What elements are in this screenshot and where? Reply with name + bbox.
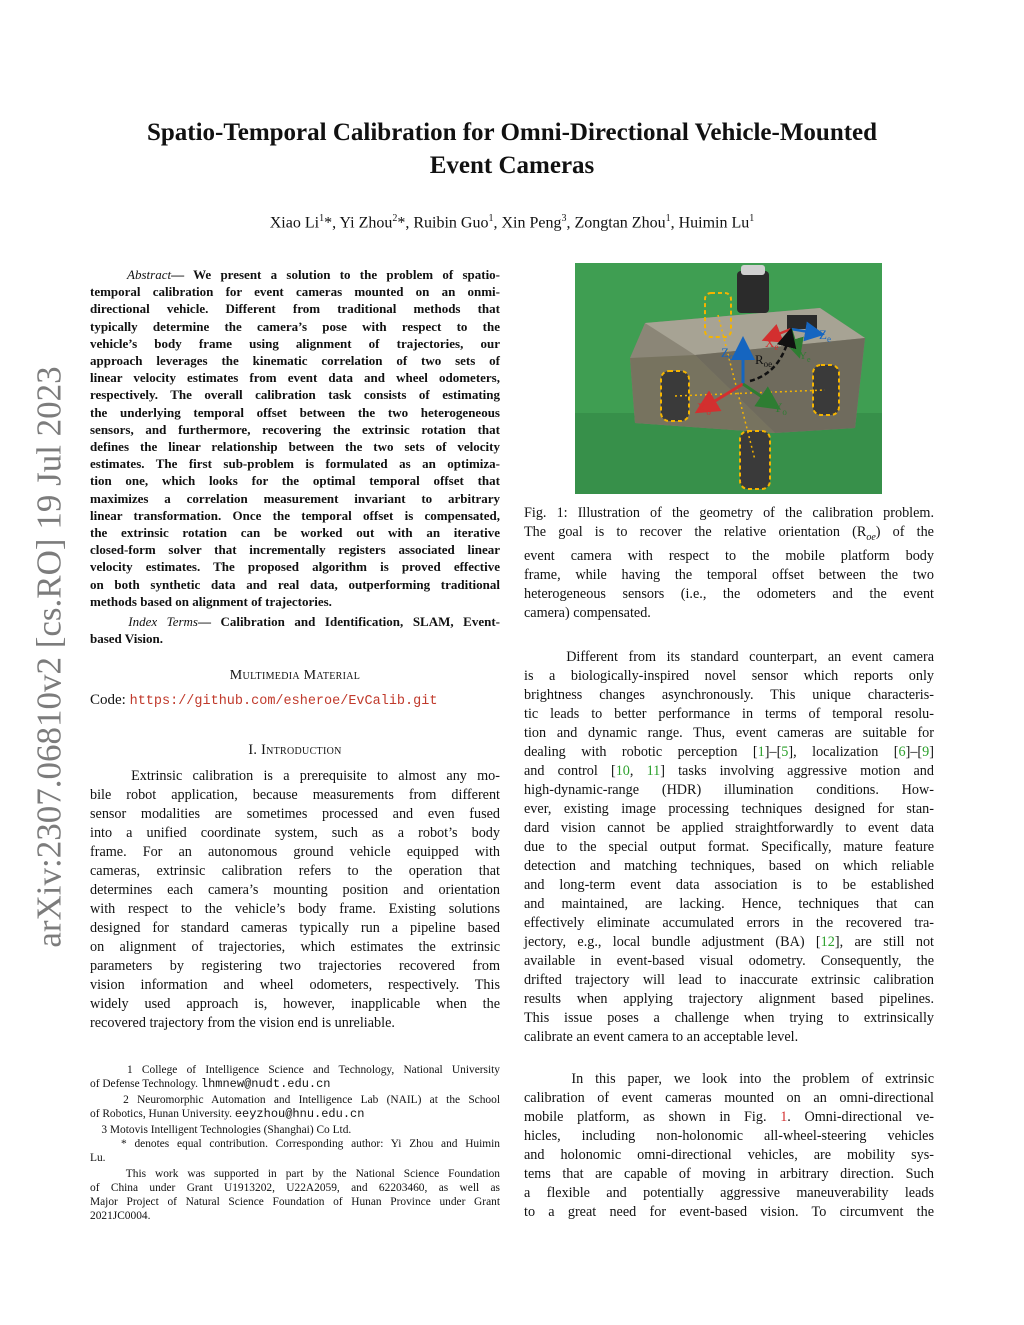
citation-link[interactable]: 9 xyxy=(922,744,930,760)
footnotes: 1 College of Intelligence Science and Technology, National University of Defense Technology. lhmnew@nudt.edu.cn 2 Neuromorphic Automation and Intelligence Lab (NAIL) at the School of Robotics, Hunan University. eeyzhou@hnu.edu.cn 3 Motovis Intelligent Technologies (Shanghai) Co Ltd. * denotes equal contribution. Corresponding author: Yi Zhou and Huimin Lu. This work was supported in part by the National Science Foundation of China under Grant U1913202, U22A2059, and 62203460, as well as Major Project of Natural Science Foundation of Hunan Province under Grant 2021JC0004. xyxy=(90,1064,501,1222)
section-heading-introduction: I. Introduction xyxy=(248,742,342,758)
abstract-line: respectively. The overall calibration task consists of estimating xyxy=(90,387,500,403)
abstract-line: typically determine the camera’s pose with respect to the xyxy=(90,318,500,334)
abstract-line: linear velocity estimates from event data and wheel odometers, xyxy=(90,370,500,386)
abstract-line: tion one, which looks for the optimal temporal offset that xyxy=(90,473,500,489)
author-affiliation: 3 xyxy=(561,213,567,224)
citation-link[interactable]: 12 xyxy=(820,934,835,950)
figure-robot-photo xyxy=(575,263,882,494)
abstract-line: the extrinsic rotation can be worked out with an iterative xyxy=(90,525,500,541)
abstract-line: linear transformation. Once the temporal offset is compensated, xyxy=(90,507,500,523)
citation-link[interactable]: 10 xyxy=(615,763,630,779)
abstract xyxy=(90,266,500,610)
author-mark: * xyxy=(397,214,406,232)
abstract-line: maximizes a correlation measurement invariant to arbitrary xyxy=(90,490,500,506)
abstract-line: defines the linear relationship between the two sets of velocity xyxy=(90,439,500,455)
abstract-line: methods based on alignment of trajectories. xyxy=(90,593,332,609)
code-label: Code: xyxy=(90,692,126,708)
lidar-cap xyxy=(741,265,765,275)
arxiv-identifier: arXiv:2307.06810v2 [cs.RO] 19 Jul 2023 xyxy=(30,366,70,948)
figure-caption: Fig. 1: Illustration of the geometry of the calibration problem. The goal is to recover the relative orientation $(R_{oe})$ of the event camera with respect to the mobile platform body frame, while having the temporal offset between the two heterogeneous sensors (i.e., the odometers and the event camera) compensated. xyxy=(524,505,934,621)
author-mark: * xyxy=(324,214,333,232)
abstract-line: vehicle’s body frame using alignment of trajectories, our xyxy=(90,335,500,351)
index-terms-label: Index Terms xyxy=(128,614,198,629)
label-roe: $R_{oe}$ xyxy=(755,352,773,369)
figure-reference-link[interactable]: 1 xyxy=(780,1109,788,1125)
multimedia-heading: Multimedia Material xyxy=(229,668,361,683)
arxiv-sidebar-stamp xyxy=(30,367,70,947)
author: Ruibin Guo xyxy=(413,214,489,232)
paper-title xyxy=(80,116,944,182)
label-xo: $X_o$ xyxy=(697,400,711,417)
abstract-line: closed-form solver that incrementally registers associated linear xyxy=(90,542,500,558)
abstract-line: approach leverages the kinematic correlation of two sets of xyxy=(90,353,500,369)
code-url-link[interactable]: https://github.com/esheroe/EvCalib.git xyxy=(129,694,438,709)
abstract-line: sensors, and furthermore, recovering the extrinsic rotation that xyxy=(90,421,500,437)
citation-link[interactable]: 11 xyxy=(646,763,661,779)
author-affiliation: 1 xyxy=(488,213,494,224)
citation-link[interactable]: 6 xyxy=(898,744,906,760)
author-affiliation: 1 xyxy=(665,213,671,224)
label-ye: $Y_e$ xyxy=(799,350,811,364)
abstract-line: velocity estimates. The proposed algorithm is proved effective xyxy=(90,559,500,575)
lidar-sensor xyxy=(737,271,769,313)
wheel-rear-right xyxy=(813,365,839,415)
abstract-line: Abstract— We present a solution to the problem of spatio- xyxy=(127,267,501,282)
event-camera xyxy=(787,315,817,329)
right-column-paragraph-1: Different from its standard counterpart, an event camera is a biologically-inspired novel sensor which reports only brightness changes asynchronously. This unique characteris- tic leads to better performance in terms of temporal resolu- tion and dynamic range. Thus, event cameras are suitable for dealing with robotic perception [1]–[5], localization [6]–[9] and control [10, 11] tasks involving aggressive motion and high-dynamic-range (HDR) illumination conditions. How- ever, existing image processing techniques designed for stan- dard vision cannot be applied straightforwardly to event data due to the special output format. Specifically, mature feature detection and matching techniques, based on which reliable and long-term event data association is to be established and maintained, are lacking. Hence, techniques that can effectively eliminate accumulated errors in the recovered tra- jectory, e.g., local bundle adjustment (BA) [12], are still not available in event-based visual odometry. Consequently, the drifted trajectory will lead to inaccurate extrinsic calibration results when applying trajectory alignment based pipelines. This issue poses a challenge when trying to extrinsically calibrate an event camera to an acceptable level. xyxy=(524,649,934,1045)
author-affiliation: 2 xyxy=(392,213,398,224)
author: Huimin Lu xyxy=(678,214,750,232)
label-yo: $Y_o$ xyxy=(773,400,787,417)
citation-link[interactable]: 1 xyxy=(757,744,765,760)
email-link[interactable]: eeyzhou@hnu.edu.cn xyxy=(234,1107,365,1121)
label-ze: $Z_e$ xyxy=(819,327,831,344)
robot-illustration xyxy=(575,263,882,494)
abstract-line: directional vehicle. Different from traditional methods that xyxy=(90,301,500,317)
intro-paragraph: Extrinsic calibration is a prerequisite to almost any mo- bile robot application, because measurements from different sensor modalities are sometimes processed and even fused into a unified coordinate system, such as a robot’s body frame. For an autonomous ground vehicle equipped with cameras, extrinsic calibration refers to the operation that determines each camera’s mounting position and orientation with respect to the vehicle’s body frame. Existing solutions designed for standard cameras typically run a pipeline based on alignment of trajectories, which estimates the extrinsic parameters by registering two trajectories recovered from vision information and wheel odometers, respectively. This widely used approach is, however, inapplicable when the recovered trajectory from the vision end is unreliable. xyxy=(90,768,500,1031)
abstract-line: estimates. The first sub-problem is formulated as an optimiza- xyxy=(90,456,500,472)
title-line-1: Spatio-Temporal Calibration for Omni-Directional Vehicle-Mounted xyxy=(146,119,878,146)
index-terms-line: based Vision. xyxy=(90,631,163,647)
label-xe: $X_e$ xyxy=(765,335,779,352)
author: Xiao Li xyxy=(269,214,320,232)
right-column-paragraph-2: In this paper, we look into the problem of extrinsic calibration of event cameras mounted on an omni-directional mobile platform, as shown in Fig. 1. Omni-directional ve- hicles, including non-holonomic all-wheel-steering vehicles and holonomic omni-directional vehicles, are mobility sys- tems that are capable of moving in arbitrary direction. Such a flexible and potentially aggressive maneuverability leads to a great need for event-based vision. To circumvent the xyxy=(524,1071,935,1220)
email-link[interactable]: lhmnew@nudt.edu.cn xyxy=(200,1077,331,1091)
abstract-line: the underlying temporal offset between the two heterogeneous xyxy=(90,404,500,420)
author: Yi Zhou xyxy=(339,214,393,232)
abstract-line: temporal calibration for event cameras mounted on an onmi- xyxy=(90,284,500,300)
author-list: Xiao Li$^1$*, Yi Zhou$^2$*, Ruibin Guo$^1$, Xin Peng$^3$, Zongtan Zhou$^1$, Huimin Lu$^1$ xyxy=(269,213,755,232)
author-affiliation: 1 xyxy=(319,213,325,224)
abstract-label: Abstract xyxy=(127,267,172,282)
author-affiliation: 1 xyxy=(749,213,755,224)
citation-link[interactable]: 5 xyxy=(781,744,789,760)
author: Zongtan Zhou xyxy=(574,214,666,232)
abstract-line: on both synthetic data and real data, outperforming traditional xyxy=(90,576,500,592)
author: Xin Peng xyxy=(501,214,562,232)
index-terms: Index Terms— Calibration and Identification, SLAM, Event- based Vision. xyxy=(90,614,501,647)
code-line xyxy=(90,691,437,711)
title-line-2: Event Cameras xyxy=(429,152,595,179)
label-zc: $Z_c$ xyxy=(721,345,733,362)
